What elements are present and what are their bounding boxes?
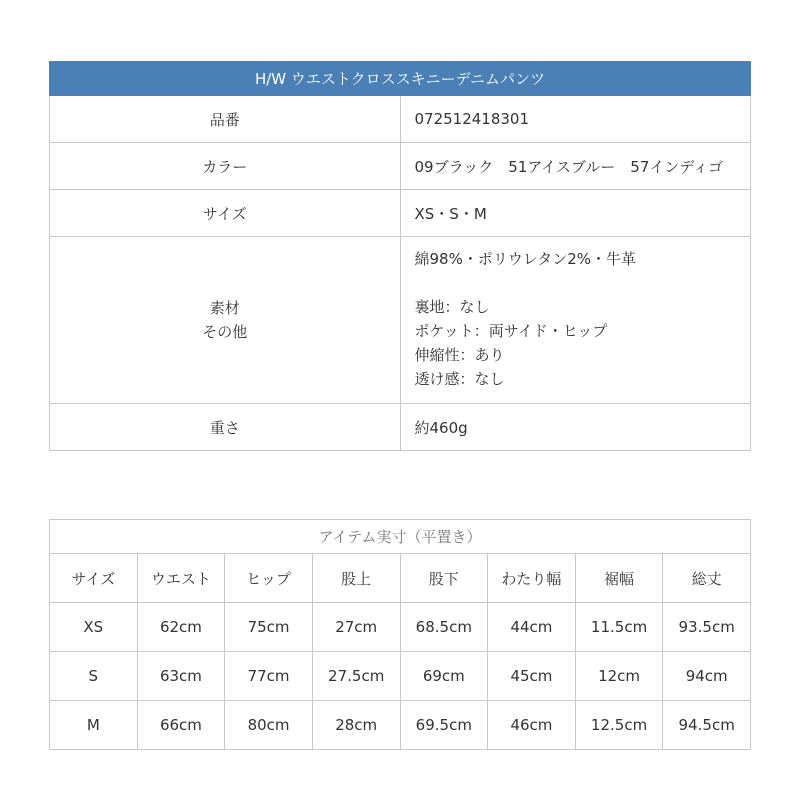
- spec-value: XS・S・M: [400, 190, 751, 237]
- column-header: わたり幅: [488, 554, 576, 603]
- material-line: 透け感：なし: [414, 370, 505, 388]
- table-cell: XS: [50, 603, 138, 652]
- table-row: [50, 652, 751, 701]
- table-row: [50, 701, 751, 750]
- table-cell: 68.5cm: [400, 603, 488, 652]
- size-table-title: アイテム実寸（平置き）: [50, 520, 751, 554]
- material-line: [415, 271, 751, 295]
- spec-label: 素材 その他: [50, 237, 401, 404]
- table-cell: 45cm: [488, 652, 576, 701]
- table-cell: 77cm: [225, 652, 313, 701]
- column-header: ヒップ: [225, 554, 313, 603]
- spec-value: 約460g: [400, 404, 751, 451]
- product-title: H/W ウエストクロススキニーデニムパンツ: [50, 62, 751, 96]
- column-header: 総丈: [663, 554, 751, 603]
- table-cell: 27cm: [312, 603, 400, 652]
- spec-value: 09ブラック 51アイスブルー 57インディゴ: [400, 143, 751, 190]
- table-cell: 94.5cm: [663, 701, 751, 750]
- column-header: 股下: [400, 554, 488, 603]
- table-cell: M: [50, 701, 138, 750]
- column-header: 裾幅: [575, 554, 663, 603]
- spec-row-color: [50, 143, 751, 190]
- table-cell: 93.5cm: [663, 603, 751, 652]
- material-line: 綿98%・ポリウレタン2%・牛革: [414, 250, 637, 268]
- table-cell: 94cm: [663, 652, 751, 701]
- spec-value: 072512418301: [400, 96, 751, 143]
- product-spec-table: [49, 61, 751, 451]
- table-cell: 12cm: [575, 652, 663, 701]
- spec-label: サイズ: [50, 190, 401, 237]
- table-cell: 12.5cm: [575, 701, 663, 750]
- spec-row-material: [50, 237, 751, 404]
- table-cell: 63cm: [137, 652, 225, 701]
- spec-row-size: [50, 190, 751, 237]
- spec-value: [400, 237, 751, 404]
- table-cell: 11.5cm: [575, 603, 663, 652]
- table-cell: 62cm: [137, 603, 225, 652]
- table-cell: 80cm: [225, 701, 313, 750]
- column-header: ウエスト: [137, 554, 225, 603]
- spec-label: カラー: [50, 143, 401, 190]
- table-cell: 44cm: [488, 603, 576, 652]
- table-cell: 28cm: [312, 701, 400, 750]
- table-cell: 69.5cm: [400, 701, 488, 750]
- size-table: [49, 519, 751, 750]
- spec-label: 品番: [50, 96, 401, 143]
- size-table-header: [50, 554, 751, 603]
- table-cell: 27.5cm: [312, 652, 400, 701]
- table-cell: 66cm: [137, 701, 225, 750]
- table-row: [50, 603, 751, 652]
- table-cell: S: [50, 652, 138, 701]
- spec-row-weight: [50, 404, 751, 451]
- column-header: サイズ: [50, 554, 138, 603]
- material-line: 伸縮性：あり: [414, 346, 505, 364]
- spec-row-code: [50, 96, 751, 143]
- material-line: 裏地：なし: [414, 298, 490, 316]
- material-line: ポケット：両サイド・ヒップ: [414, 322, 608, 340]
- table-cell: 75cm: [225, 603, 313, 652]
- spec-label: 重さ: [50, 404, 401, 451]
- table-cell: 69cm: [400, 652, 488, 701]
- column-header: 股上: [312, 554, 400, 603]
- table-cell: 46cm: [488, 701, 576, 750]
